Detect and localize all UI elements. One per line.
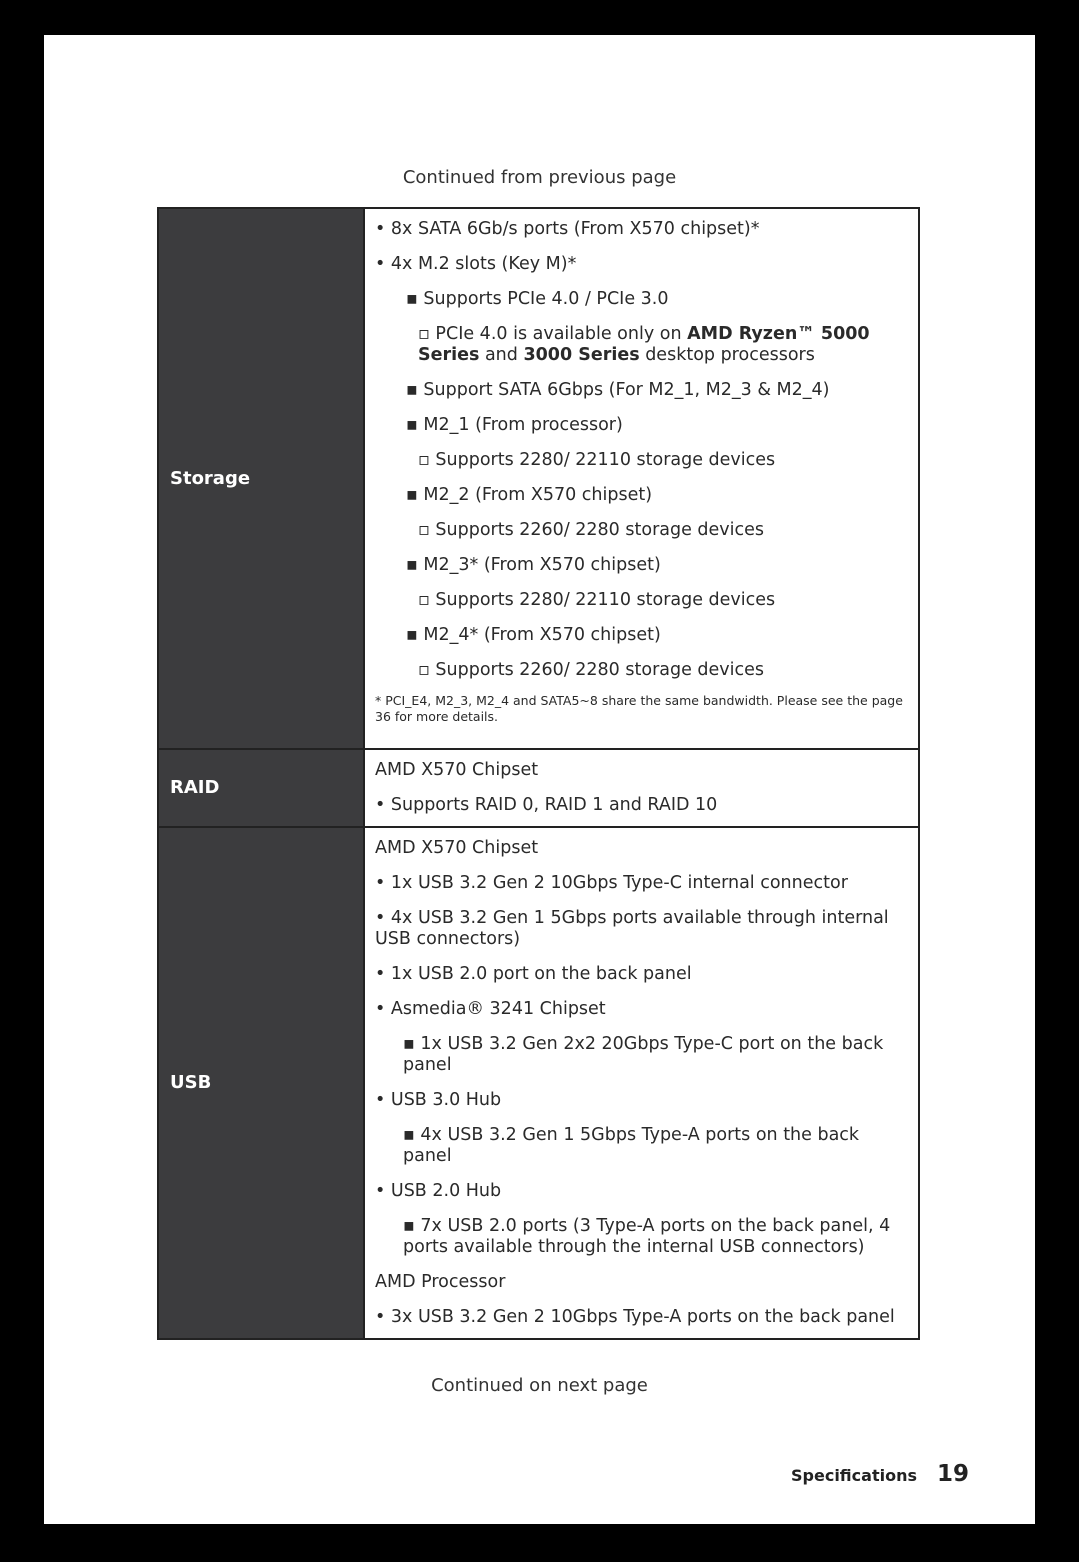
spec-line: ▪ Support SATA 6Gbps (For M2_1, M2_3 & M2_4) xyxy=(406,380,830,400)
spec-line: ▫ Supports 2280/ 22110 storage devices xyxy=(418,590,776,610)
page-footer xyxy=(791,1461,969,1487)
continued-on-next: Continued on next page xyxy=(431,1375,648,1396)
spec-line: ▪ M2_3* (From X570 chipset) xyxy=(406,555,661,575)
spec-line: ▫ Supports 2260/ 2280 storage devices xyxy=(418,660,765,680)
spec-line: ▪ 4x USB 3.2 Gen 1 5Gbps Type-A ports on the back panel xyxy=(403,1124,860,1166)
spec-line: AMD Processor xyxy=(375,1271,506,1292)
row-label-raid: RAID xyxy=(159,750,365,826)
spec-line: • USB 3.0 Hub xyxy=(375,1089,502,1110)
spec-line: ▪ 7x USB 2.0 ports (3 Type-A ports on the back panel, 4 ports available through the internal USB connectors) xyxy=(403,1215,891,1257)
spec-line: • 1x USB 3.2 Gen 2 10Gbps Type-C internal connector xyxy=(375,872,848,893)
spec-line: ▪ M2_1 (From processor) xyxy=(406,415,623,435)
row-label-storage: Storage xyxy=(159,209,365,748)
spec-line: • 4x M.2 slots (Key M)* xyxy=(375,254,577,274)
table-row-raid xyxy=(159,748,918,826)
spec-line: AMD X570 Chipset xyxy=(375,759,539,780)
document-page xyxy=(44,35,1035,1524)
spec-line: • 3x USB 3.2 Gen 2 10Gbps Type-A ports on the back panel xyxy=(375,1306,895,1327)
table-row-usb xyxy=(159,826,918,1338)
spec-line: ▫ Supports 2260/ 2280 storage devices xyxy=(418,520,765,540)
spec-line: ▪ Supports PCIe 4.0 / PCIe 3.0 xyxy=(406,289,669,309)
spec-line: ▪ M2_4* (From X570 chipset) xyxy=(406,625,661,645)
continued-from-previous: Continued from previous page xyxy=(402,167,677,188)
section-name: Specifications xyxy=(791,1466,917,1485)
row-content-usb xyxy=(365,828,918,1338)
row-label-usb: USB xyxy=(159,828,365,1338)
spec-line: AMD X570 Chipset xyxy=(375,837,539,858)
storage-footnote: * PCI_E4, M2_3, M2_4 and SATA5~8 share the same bandwidth. Please see the page 36 for more details. xyxy=(375,693,903,724)
row-content-raid xyxy=(365,750,918,826)
spec-line: ▪ M2_2 (From X570 chipset) xyxy=(406,485,653,505)
spec-line: • 4x USB 3.2 Gen 1 5Gbps ports available through internal USB connectors) xyxy=(375,907,889,949)
spec-line: ▫ Supports 2280/ 22110 storage devices xyxy=(418,450,776,470)
spec-line: • 8x SATA 6Gb/s ports (From X570 chipset)* xyxy=(375,219,760,239)
page-number: 19 xyxy=(936,1461,969,1487)
spec-line: • Asmedia® 3241 Chipset xyxy=(375,998,606,1019)
spec-line: ▪ 1x USB 3.2 Gen 2x2 20Gbps Type-C port on the back panel xyxy=(403,1033,884,1075)
spec-line: • USB 2.0 Hub xyxy=(375,1180,502,1201)
spec-line: • Supports RAID 0, RAID 1 and RAID 10 xyxy=(375,794,718,815)
spec-line: • 1x USB 2.0 port on the back panel xyxy=(375,963,692,984)
table-row-storage xyxy=(159,209,918,748)
row-content-storage xyxy=(365,209,918,748)
spec-line: ▫ PCIe 4.0 is available only on AMD Ryzen™ 5000 Series and 3000 Series desktop processors xyxy=(418,324,870,365)
specifications-table xyxy=(157,207,920,1340)
